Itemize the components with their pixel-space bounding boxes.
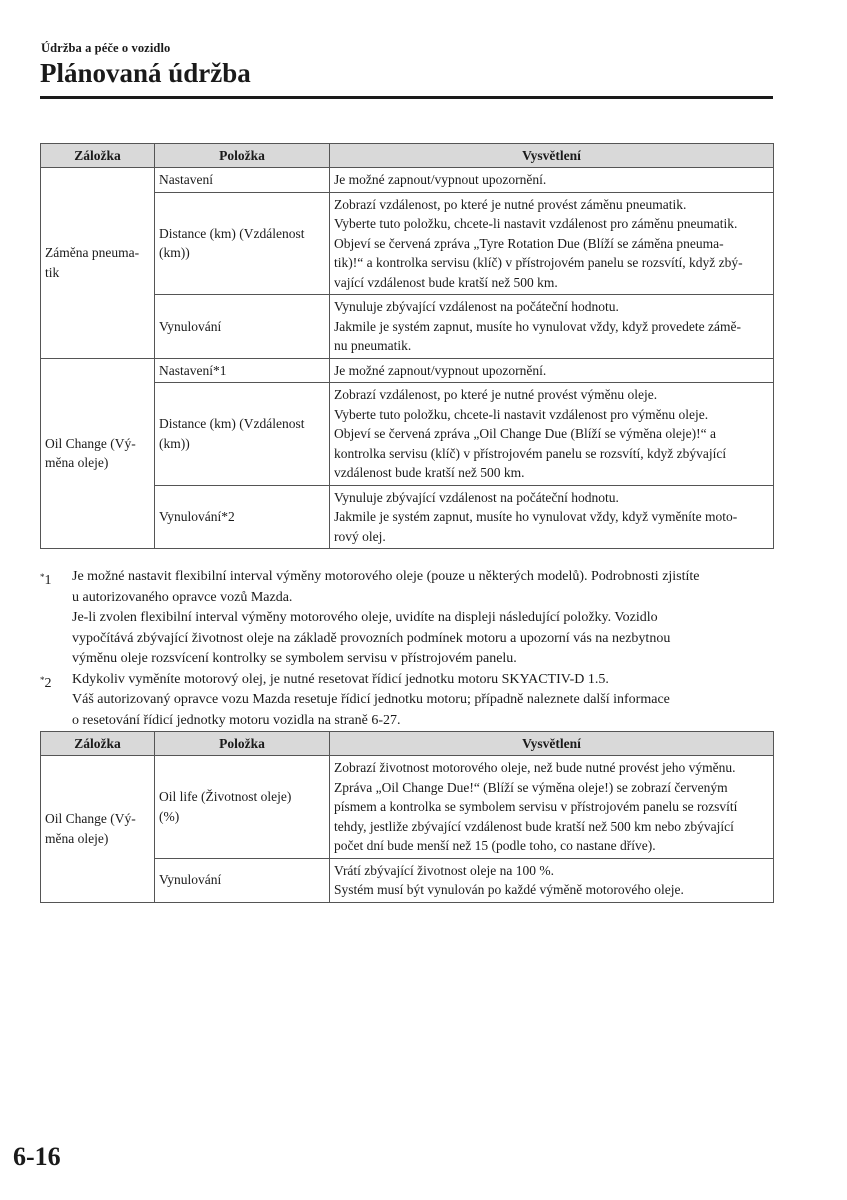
table-header-row	[41, 144, 774, 168]
settings-table-tyre-oil	[40, 143, 774, 549]
cell-line: Vynulování*2	[159, 509, 235, 524]
cell-line: Zobrazí vzdálenost, po které je nutné provést záměnu pneumatik.	[334, 196, 687, 212]
explanation-cell	[330, 756, 774, 859]
cell-line: Vynulování	[159, 872, 222, 888]
footnote-line: Je možné nastavit flexibilní interval výměny motorového oleje (pouze u některých modelů). Podrobnosti zjistíte	[72, 569, 700, 584]
cell-line: kontrolka servisu (klíč) v přístrojovém panelu se rozsvítí, když zbývající	[334, 445, 727, 461]
footnotes	[40, 567, 780, 731]
footnote	[40, 670, 780, 732]
explanation-cell	[330, 192, 774, 295]
settings-table-oil-life	[40, 731, 774, 903]
cell-line: písmem a kontrolka se symbolem servisu v přístrojovém panelu se rozsvítí	[334, 799, 738, 814]
item-cell	[155, 358, 330, 383]
cell-line: tehdy, jestliže zbývající vzdálenost bude kratší než 500 km nebo zbývající	[334, 818, 734, 834]
cell-line: Zobrazí životnost motorového oleje, než bude nutné provést jeho výměnu.	[334, 760, 736, 775]
cell-line: Jakmile je systém zapnut, musíte ho vynulovat vždy, když vyměníte moto-	[334, 509, 738, 524]
table-row	[41, 358, 774, 383]
cell-line: Záměna pneuma-	[45, 245, 140, 261]
cell-line: Distance (km) (Vzdálenost	[159, 416, 305, 432]
footnote-mark: *1	[40, 572, 52, 588]
page-title: Plánovaná údržba	[40, 58, 251, 88]
cell-line: měna oleje)	[45, 830, 109, 846]
explanation-cell	[330, 485, 774, 549]
cell-line: Vynuluje zbývající vzdálenost na počáteční hodnotu.	[334, 299, 619, 314]
cell-line: (km))	[159, 245, 190, 261]
column-header-item: Položka	[155, 732, 330, 756]
footnote	[40, 567, 780, 670]
column-header-tab: Záložka	[41, 144, 155, 168]
title-divider	[40, 96, 773, 99]
footnote-line: u autorizovaného opravce vozů Mazda.	[72, 589, 293, 605]
explanation-cell	[330, 358, 774, 383]
section-heading: Údržba a péče o vozidlo	[41, 41, 171, 55]
cell-line: (%)	[159, 808, 180, 824]
item-cell	[155, 383, 330, 486]
cell-line: Vynuluje zbývající vzdálenost na počáteční hodnotu.	[334, 489, 619, 505]
column-header-item: Položka	[155, 144, 330, 168]
item-cell	[155, 295, 330, 359]
cell-line: měna oleje)	[45, 455, 109, 471]
cell-line: Vyberte tuto položku, chcete-li nastavit vzdálenost pro záměnu pneumatik.	[334, 216, 738, 231]
cell-line: Distance (km) (Vzdálenost	[159, 225, 305, 241]
table-row	[41, 168, 774, 193]
column-header-tab: Záložka	[41, 732, 155, 756]
item-cell	[155, 192, 330, 295]
cell-line: nu pneumatik.	[334, 338, 412, 353]
explanation-cell	[330, 168, 774, 193]
table-header-row	[41, 732, 774, 756]
cell-line: tik)!“ a kontrolka servisu (klíč) v přístrojovém panelu se rozsvítí, když zbý-	[334, 255, 743, 270]
item-cell	[155, 756, 330, 859]
cell-line: tik	[45, 264, 60, 280]
table-row	[41, 756, 774, 859]
cell-line: Systém musí být vynulován po každé výměně motorového oleje.	[334, 882, 684, 897]
footnote-line: Je-li zvolen flexibilní interval výměny motorového oleje, uvidíte na displeji následující položky. Vozidlo	[72, 610, 658, 625]
footnote-line: výměnu oleje rozsvícení kontrolky se symbolem servisu v přístrojovém panelu.	[72, 651, 517, 666]
tab-cell	[41, 358, 155, 549]
cell-line: Vynulování	[159, 318, 222, 334]
cell-line: vající vzdálenost bude kratší než 500 km.	[334, 274, 558, 290]
item-cell	[155, 858, 330, 902]
page-number: 6-16	[13, 1142, 61, 1171]
cell-line: Nastavení*1	[159, 362, 227, 378]
cell-line: Oil life (Životnost oleje)	[159, 789, 292, 805]
footnote-line: Kdykoliv vyměníte motorový olej, je nutné resetovat řídicí jednotku motoru SKYACTIV-D 1.5.	[72, 671, 609, 687]
cell-line: vzdálenost bude kratší než 500 km.	[334, 465, 525, 480]
cell-line: Objeví se červená zpráva „Tyre Rotation Due (Blíží se záměna pneuma-	[334, 235, 724, 251]
explanation-cell	[330, 858, 774, 902]
footnote-line: Váš autorizovaný opravce vozu Mazda resetuje řídicí jednotku motoru; případně naleznete další informace	[72, 692, 670, 707]
column-header-explanation: Vysvětlení	[330, 732, 774, 756]
cell-line: Nastavení	[159, 172, 213, 187]
cell-line: Objeví se červená zpráva „Oil Change Due (Blíží se výměna oleje)!“ a	[334, 426, 716, 441]
cell-line: rový olej.	[334, 528, 386, 544]
explanation-cell	[330, 383, 774, 486]
cell-line: Oil Change (Vý-	[45, 811, 136, 827]
item-cell	[155, 168, 330, 193]
tab-cell	[41, 756, 155, 903]
footnote-mark: *2	[40, 674, 52, 691]
cell-line: Vrátí zbývající životnost oleje na 100 %.	[334, 862, 555, 878]
cell-line: Je možné zapnout/vypnout upozornění.	[334, 172, 547, 187]
footnote-line: vypočítává zbývající životnost oleje na základě provozních podmínek motoru a upozorní vás na nezbytnou	[72, 630, 671, 646]
tab-cell	[41, 168, 155, 359]
explanation-cell	[330, 295, 774, 359]
cell-line: Oil Change (Vý-	[45, 435, 136, 451]
cell-line: Vyberte tuto položku, chcete-li nastavit vzdálenost pro výměnu oleje.	[334, 406, 709, 422]
cell-line: Je možné zapnout/vypnout upozornění.	[334, 362, 547, 378]
cell-line: Jakmile je systém zapnut, musíte ho vynulovat vždy, když provedete zámě-	[334, 318, 742, 334]
cell-line: Zobrazí vzdálenost, po které je nutné provést výměnu oleje.	[334, 387, 658, 402]
cell-line: Zpráva „Oil Change Due!“ (Blíží se výměna oleje!) se zobrazí červeným	[334, 779, 728, 795]
footnote-line: o resetování řídicí jednotky motoru vozidla na straně 6-27.	[72, 712, 401, 728]
cell-line: (km))	[159, 435, 190, 451]
column-header-explanation: Vysvětlení	[330, 144, 774, 168]
cell-line: počet dní bude menší než 15 (podle toho, co nastane dříve).	[334, 838, 656, 853]
item-cell	[155, 485, 330, 549]
